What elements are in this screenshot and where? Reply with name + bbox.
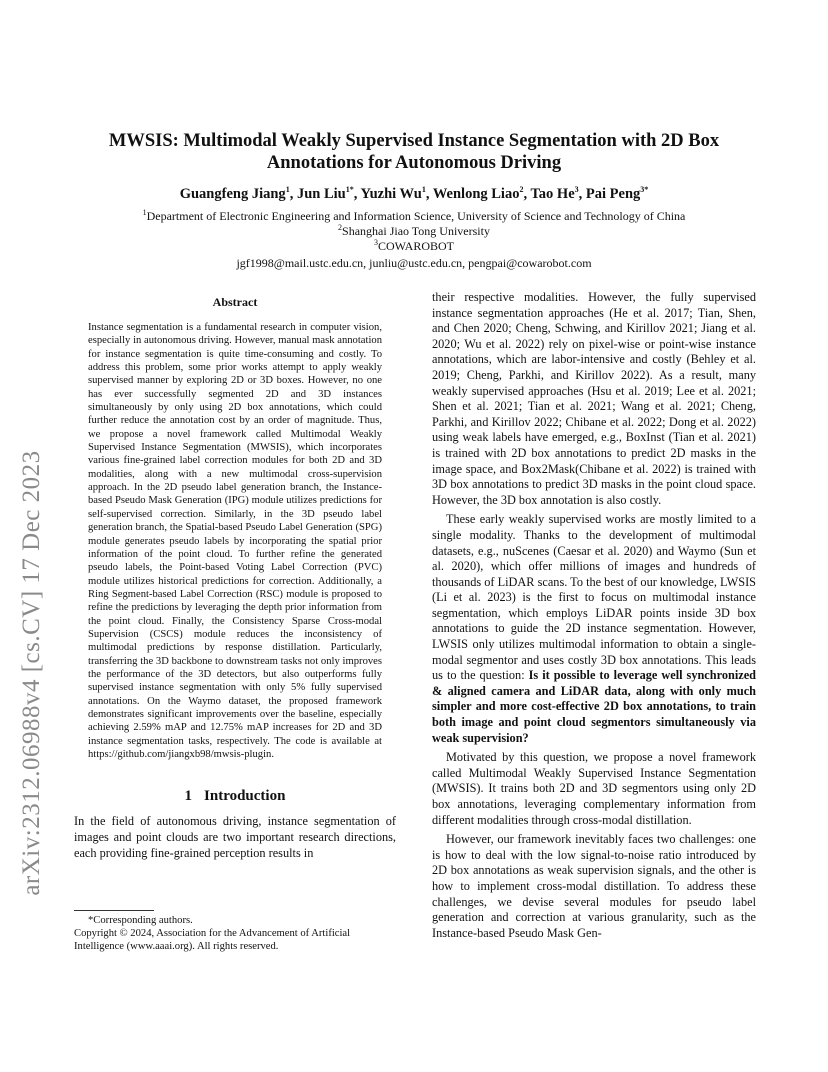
section-heading-introduction — [74, 787, 396, 805]
author: Pai Peng$^{3*}$ — [585, 185, 649, 202]
affiliation: $^2$Shanghai Jiao Tong University — [338, 223, 490, 238]
research-question: Is it possible to leverage well synchronized & aligned camera and LiDAR data, along with only much simpler and more cost-effective 2D box annotations, to train both image and point cloud segmentors simultaneously via weak supervision? — [432, 668, 756, 745]
right-column — [432, 290, 756, 941]
paper-title: MWSIS: Multimodal Weakly Supervised Instance Segmentation with 2D Box Annotations for Autonomous Driving — [108, 131, 720, 173]
body-paragraph: Motivated by this question, we propose a novel framework called Multimodal Weakly Supervised Instance Segmentation (MWSIS). It trains both 2D and 3D segmentors using only 2D box annotations, leveraging complementary information from different modalities through cross-modal distillation. — [432, 750, 756, 827]
footnote-rule — [74, 910, 154, 911]
abstract-heading: Abstract — [212, 295, 258, 309]
body-paragraph: their respective modalities. However, the fully supervised instance segmentation approaches (He et al. 2017; Tian, Shen, and Chen 2020; Cheng, Schwing, and Kirillov 2021; Jiang et al. 2020; Wu et al. 2022) rely on pixel-wise or point-wise instance annotations, which are labor-intensive and costly (Behley et al. 2019; Cheng, Parkhi, and Kirillov 2022). As a result, many weakly supervised approaches (Hsu et al. 2019; Lee et al. 2021; Shen et al. 2021; Tian et al. 2021; Wang et al. 2021; Cheng, Parkhi, and Kirillov 2022; Chibane et al. 2022; Dong et al. 2022) using weak labels have emerged, e.g., BoxInst (Tian et al. 2021) is trained with 2D box annotations to predict 2D masks in the image space, and Box2Mask(Chibane et al. 2022) is trained with 3D box annotations to predict 3D masks in the point cloud space. However, the 3D box annotation is also costly. — [432, 290, 756, 507]
author: Wenlong Liao$^2$ — [432, 185, 524, 202]
author: Tao He$^3$ — [530, 185, 579, 202]
body-paragraph: However, our framework inevitably faces two challenges: one is how to deal with the low signal-to-noise ratio introduced by 2D box annotations as weak supervision signals, and the other is how to implement cross-modal distillation. To address these challenges, we devise several modules for pseudo label generation and correction at various granularity, such as the Instance-based Pseudo Mask Gen- — [432, 832, 756, 940]
section-title: Introduction — [204, 788, 286, 805]
section-number: 1 — [184, 788, 193, 805]
author: Guangfeng Jiang$^1$ — [179, 185, 290, 202]
body-paragraph: These early weakly supervised works are mostly limited to a single modality. Thanks to the development of multimodal datasets, e.g., nuScenes (Caesar et al. 2020) and Waymo (Sun et al. 2020), which offer millions of images and hundreds of thousands of LiDAR scans. To the best of our knowledge, LWSIS (Li et al. 2023) is the first to focus on multimodal instance segmentation, which employs LiDAR points inside 3D box annotations to guide the 2D instance segmentation. However, LWSIS only utilizes multimodal information to obtain a single-modal segmentor and uses costly 3D box annotations. This leads us to the question: Is it possible to leverage well synchronized & aligned camera and LiDAR data, along with only much simpler and more cost-effective 2D box annotations, to train both image and point cloud segmentors simultaneously via weak supervision? — [432, 512, 756, 745]
footnote-corresponding: *Corresponding authors. — [88, 915, 193, 926]
author-emails: jgf1998@mail.ustc.edu.cn, junliu@ustc.edu.cn, pengpai@cowarobot.com — [236, 256, 592, 270]
intro-paragraph: In the field of autonomous driving, instance segmentation of images and point clouds are two important research directions, each providing fine-grained perception results in — [74, 814, 396, 860]
abstract-text: Instance segmentation is a fundamental research in computer vision, especially in autonomous driving. However, manual mask annotation for instance segmentation is quite time-consuming and costly. To address this problem, some prior works attempt to apply weakly supervised manner by exploring 2D or 3D boxes. However, no one has ever successfully segmented 2D and 3D instances simultaneously by only using 2D box annotations, which could further reduce the annotation cost by an order of magnitude. Thus, we propose a novel framework called Multimodal Weakly Supervised Instance Segmentation (MWSIS), which incorporates various fine-grained label correction modules for both 2D and 3D modalities, along with a new multimodal cross-supervision approach. In the 2D pseudo label generation branch, the Instance-based Pseudo Mask Generation (IPG) module utilizes predictions for self-supervised correction. Similarly, in the 3D pseudo label generation branch, the Spatial-based Pseudo Label Generation (SPG) module generates pseudo labels by incorporating the spatial prior information of the point cloud. To further refine the generated pseudo labels, the Point-based Voting Label Correction (PVC) module utilizes historical predictions for correction. Additionally, a Ring Segment-based Label Correction (RSC) module is proposed to refine the predictions by leveraging the depth prior information from the point cloud. Finally, the Consistency Sparse Cross-modal Supervision (CSCS) module reduces the inconsistency of multimodal predictions by response distillation. Particularly, transferring the 3D backbone to downstream tasks not only improves the performance of the 3D detectors, but also outperforms fully supervised instance segmentation with only 5% fully supervised annotations. On the Waymo dataset, the proposed framework demonstrates significant improvements over the baseline, especially achieving 2.59% mAP and 12.75% mAP increases for 2D and 3D instance segmentation tasks, respectively. The code is available at https://github.com/jiangxb98/mwsis-plugin. — [88, 322, 382, 760]
author: Jun Liu$^{1*}$ — [296, 185, 354, 202]
affiliation: $^3$COWAROBOT — [373, 238, 454, 253]
author-list: Guangfeng Jiang$^1$, Jun Liu$^{1*}$, Yuzhi Wu$^1$, Wenlong Liao$^2$, Tao He$^3$, Pai Peng$^{3*}$ — [179, 185, 649, 202]
left-column — [74, 290, 396, 861]
affiliation: $^1$Department of Electronic Engineering and Information Science, University of Science and Technology of China — [142, 208, 686, 223]
footnote-copyright: Copyright © 2024, Association for the Advancement of Artificial Intelligence (www.aaai.org). All rights reserved. — [74, 928, 351, 952]
author: Yuzhi Wu$^1$ — [360, 185, 426, 202]
arxiv-stamp: arXiv:2312.06988v4 [cs.CV] 17 Dec 2023 — [18, 450, 45, 896]
